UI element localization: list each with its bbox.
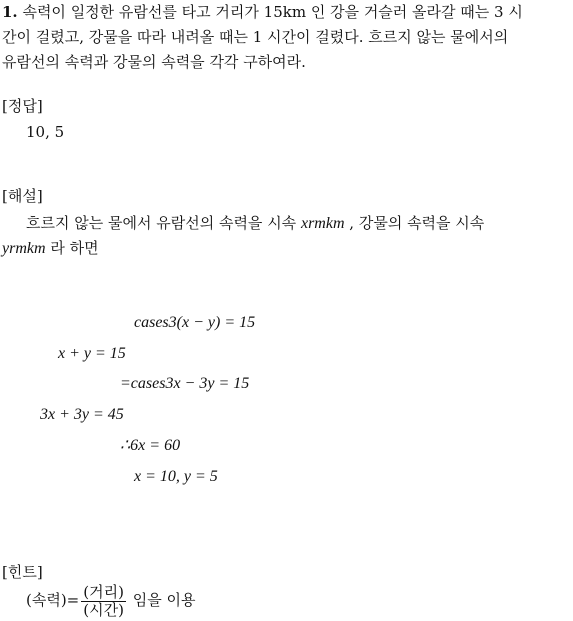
equation-4: 3x + 3y = 45 [40,406,124,423]
hint-tail: 임을 이용 [132,591,196,609]
speed-variable-y: yrmkm [2,240,46,257]
explanation-line-1 [26,213,484,234]
answer-value: 10, 5 [26,123,65,141]
explanation-text-2: , 강물의 속력을 시속 [349,214,485,232]
question-number: 1. [2,3,18,21]
question-text-1: 속력이 일정한 유람선를 타고 거리가 15km 인 강을 거슬러 올라갈 때는 3 시 [22,3,523,21]
explanation-text-3: 라 하면 [50,239,99,257]
question-line-1 [2,2,523,22]
explanation-line-2 [2,238,99,259]
question-text-3: 유람선의 속력과 강물의 속력을 각각 구하여라. [2,53,306,71]
explanation-text-1: 흐르지 않는 물에서 유람선의 속력을 시속 [26,214,297,232]
equation-2: x + y = 15 [58,345,126,362]
hint-formula [26,580,195,620]
equation-6: x = 10, y = 5 [134,468,218,485]
hint-fraction [81,584,126,619]
answer-heading: [정답] [2,97,43,115]
explanation-heading: [해설] [2,187,43,205]
equation-5: ∴6x = 60 [120,437,181,454]
question-text-2: 간이 걸렸고, 강물을 따라 내려올 때는 1 시간이 걸렸다. 흐르지 않는 물에서의 [2,28,509,46]
hint-heading: [힌트] [2,563,43,581]
equation-1: cases3(x − y) = 15 [134,314,256,331]
hint-numerator: (거리) [83,582,124,601]
hint-denominator: (시간) [83,600,124,619]
equation-3: =cases3x − 3y = 15 [120,375,250,392]
speed-variable-x: xrmkm [300,215,345,232]
hint-lhs: (속력)= [26,591,80,609]
